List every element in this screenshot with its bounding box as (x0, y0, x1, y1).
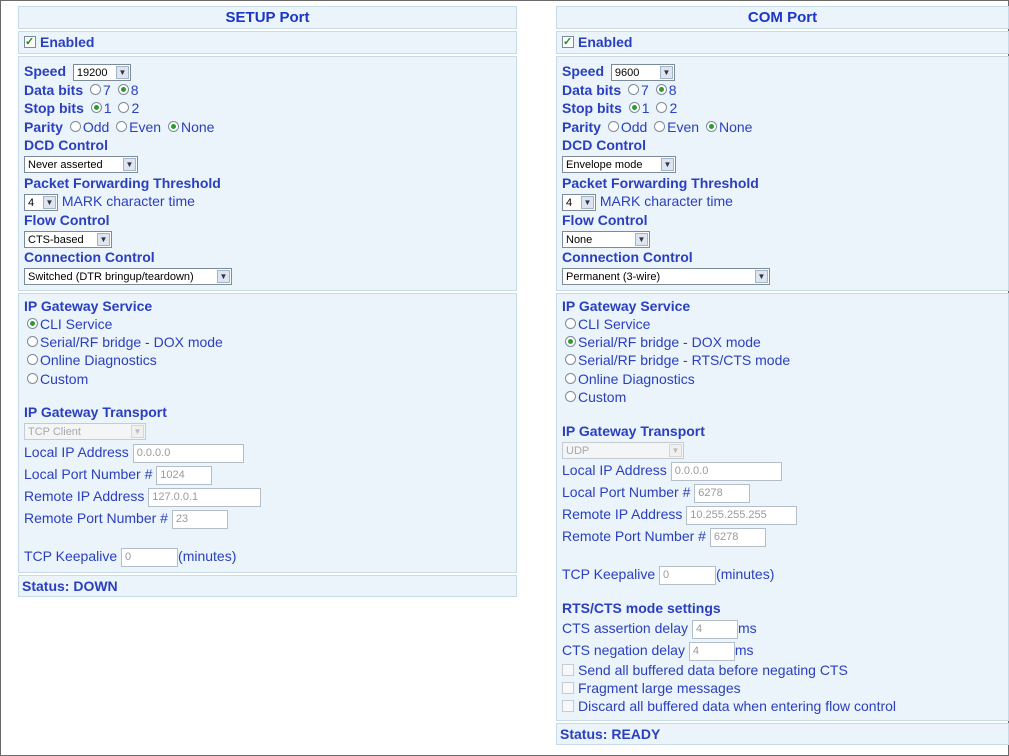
setup-dcd-label: DCD Control (24, 137, 108, 153)
setup-remote-port-label: Remote Port Number # (24, 510, 168, 527)
com-serial-section: Speed 9600 ▼ Data bits 7 8 Stop bits 1 2 Parity Odd Even None DCD Control Envelope mode ▼ Packet Forwarding Threshold 4 ▼ MARK character time Flow Control None ▼ Connection Control Permanent (3-wire) ▼ (556, 56, 1009, 291)
com-pft-suffix: MARK character time (599, 193, 733, 209)
com-speed-select[interactable]: 9600 ▼ (611, 64, 675, 81)
com-remote-ip-label: Remote IP Address (562, 506, 683, 523)
com-parity-label: Parity (562, 119, 601, 135)
setup-pft-select[interactable]: 4 ▼ (24, 194, 58, 211)
com-transport-select[interactable]: UDP ▼ (562, 442, 684, 459)
setup-status-text: Status: DOWN (22, 578, 118, 594)
setup-parity-even-radio[interactable] (116, 121, 127, 132)
com-enabled-section (556, 31, 1009, 54)
com-rts-label: RTS/CTS mode settings (562, 600, 721, 616)
setup-flow-select[interactable]: CTS-based ▼ (24, 231, 112, 248)
setup-speed-label: Speed (24, 63, 67, 79)
com-parity-even-radio[interactable] (654, 121, 665, 132)
setup-svc-dox-radio[interactable] (27, 336, 38, 347)
com-keepalive-field[interactable]: 0 (659, 566, 716, 585)
com-status-text: Status: READY (560, 726, 661, 742)
com-remote-port-label: Remote Port Number # (562, 528, 706, 545)
setup-local-ip-label: Local IP Address (24, 444, 129, 461)
com-local-ip-label: Local IP Address (562, 462, 667, 479)
setup-keepalive-unit: (minutes) (178, 548, 237, 565)
setup-data-bits-label: Data bits (24, 82, 84, 98)
com-keepalive-unit: (minutes) (716, 566, 775, 583)
com-parity-none-radio[interactable] (706, 121, 717, 132)
chevron-down-icon: ▼ (217, 270, 230, 283)
com-keepalive-label: TCP Keepalive (562, 566, 656, 583)
com-parity-odd-radio[interactable] (608, 121, 619, 132)
setup-parity-none-radio[interactable] (168, 121, 179, 132)
setup-local-port-label: Local Port Number # (24, 466, 153, 483)
setup-remote-ip-label: Remote IP Address (24, 488, 145, 505)
com-fragment-checkbox[interactable] (562, 682, 574, 694)
setup-pft-label: Packet Forwarding Threshold (24, 175, 221, 191)
chevron-down-icon: ▼ (116, 66, 129, 79)
com-cts-assert-label: CTS assertion delay (562, 620, 689, 637)
setup-pft-suffix: MARK character time (61, 193, 195, 209)
com-discard-checkbox[interactable] (562, 700, 574, 712)
setup-local-port-field[interactable]: 1024 (156, 466, 212, 485)
setup-speed-select[interactable]: 19200 ▼ (73, 64, 131, 81)
com-cts-negate-field[interactable]: 4 (689, 642, 735, 661)
setup-data-bits-7-radio[interactable] (90, 84, 101, 95)
com-pft-select[interactable]: 4 ▼ (562, 194, 596, 211)
chevron-down-icon: ▼ (131, 425, 144, 438)
com-svc-cli-radio[interactable] (565, 318, 576, 329)
setup-conn-label: Connection Control (24, 249, 155, 265)
com-flow-select[interactable]: None ▼ (562, 231, 650, 248)
setup-serial-section: Speed 19200 ▼ Data bits 7 8 Stop bits 1 2 Parity Odd Even None DCD Control Never asserted ▼ Packet Forwarding Threshold 4 ▼ MARK character time Flow Control CTS-based ▼ Connection Control Switched (DTR bringup/teardown) ▼ (18, 56, 517, 291)
com-discard-label: Discard all buffered data when entering flow control (578, 698, 897, 714)
com-remote-port-field[interactable]: 6278 (710, 528, 766, 547)
com-ip-section: IP Gateway Service CLI Service Serial/RF bridge - DOX mode Serial/RF bridge - RTS/CTS mode Online Diagnostics Custom IP Gateway Transport UDP ▼ Local IP Address 0.0.0.0 Local Port Number # 6278 Remote IP Address 10.255.255.255 Remote Port Number # 6278 TCP Keepalive 0 (minutes) RTS/CTS mode settings CTS assertion delay 4 ms CTS negation delay 4 ms Send all buffered data before negating CTS Fragment large messages Discard all buffered data when entering flow control (556, 293, 1009, 721)
com-conn-label: Connection Control (562, 249, 693, 265)
chevron-down-icon: ▼ (755, 270, 768, 283)
com-data-bits-8-radio[interactable] (656, 84, 667, 95)
setup-port-panel (18, 6, 517, 597)
chevron-down-icon: ▼ (97, 233, 110, 246)
chevron-down-icon: ▼ (660, 66, 673, 79)
com-conn-select[interactable]: Permanent (3-wire) ▼ (562, 268, 770, 285)
com-cts-assert-unit: ms (737, 620, 757, 637)
setup-stop-bits-label: Stop bits (24, 100, 84, 116)
chevron-down-icon: ▼ (123, 158, 136, 171)
com-port-panel (556, 6, 1009, 745)
com-svc-rts-radio[interactable] (565, 354, 576, 365)
setup-port-title: SETUP Port (18, 6, 517, 29)
com-cts-negate-label: CTS negation delay (562, 642, 685, 659)
com-send-buffered-checkbox[interactable] (562, 664, 574, 676)
com-ipgw-label: IP Gateway Service (562, 298, 691, 314)
com-stop-bits-2-radio[interactable] (656, 102, 667, 113)
com-local-ip-field[interactable]: 0.0.0.0 (671, 462, 782, 481)
com-enabled-label: Enabled (578, 34, 633, 50)
com-svc-custom-radio[interactable] (565, 391, 576, 402)
setup-ip-section: IP Gateway Service CLI Service Serial/RF bridge - DOX mode Online Diagnostics Custom IP Gateway Transport TCP Client ▼ Local IP Address 0.0.0.0 Local Port Number # 1024 Remote IP Address 127.0.0.1 Remote Port Number # 23 TCP Keepalive 0 (minutes) (18, 293, 517, 573)
chevron-down-icon: ▼ (581, 196, 594, 209)
com-stop-bits-1-radio[interactable] (629, 102, 640, 113)
setup-data-bits-8-radio[interactable] (118, 84, 129, 95)
setup-local-ip-field[interactable]: 0.0.0.0 (133, 444, 244, 463)
com-enabled-checkbox[interactable] (562, 36, 574, 48)
setup-enabled-label: Enabled (40, 34, 95, 50)
setup-remote-port-field[interactable]: 23 (172, 510, 228, 529)
chevron-down-icon: ▼ (43, 196, 56, 209)
com-send-buffered-label: Send all buffered data before negating CTS (578, 662, 848, 678)
setup-stop-bits-1-radio[interactable] (91, 102, 102, 113)
com-local-port-field[interactable]: 6278 (694, 484, 750, 503)
setup-parity-odd-radio[interactable] (70, 121, 81, 132)
com-cts-negate-unit: ms (734, 642, 754, 659)
chevron-down-icon: ▼ (661, 158, 674, 171)
setup-transport-label: IP Gateway Transport (24, 404, 167, 420)
com-flow-label: Flow Control (562, 212, 648, 228)
com-remote-ip-field[interactable]: 10.255.255.255 (686, 506, 797, 525)
setup-parity-label: Parity (24, 119, 63, 135)
com-local-port-label: Local Port Number # (562, 484, 691, 501)
chevron-down-icon: ▼ (635, 233, 648, 246)
setup-enabled-checkbox[interactable] (24, 36, 36, 48)
com-svc-diag-radio[interactable] (565, 373, 576, 384)
setup-svc-cli-radio[interactable] (27, 318, 38, 329)
com-dcd-label: DCD Control (562, 137, 646, 153)
com-data-bits-7-radio[interactable] (628, 84, 639, 95)
com-port-title: COM Port (556, 6, 1009, 29)
setup-stop-bits-2-radio[interactable] (118, 102, 129, 113)
setup-status-section (18, 575, 517, 597)
setup-svc-diag-radio[interactable] (27, 354, 38, 365)
setup-keepalive-field[interactable]: 0 (121, 548, 178, 567)
com-pft-label: Packet Forwarding Threshold (562, 175, 759, 191)
setup-keepalive-label: TCP Keepalive (24, 548, 118, 565)
com-cts-assert-field[interactable]: 4 (692, 620, 738, 639)
com-data-bits-label: Data bits (562, 82, 622, 98)
setup-remote-ip-field[interactable]: 127.0.0.1 (148, 488, 261, 507)
com-status-section (556, 723, 1009, 745)
setup-ipgw-label: IP Gateway Service (24, 298, 153, 314)
com-svc-dox-radio[interactable] (565, 336, 576, 347)
setup-conn-select[interactable]: Switched (DTR bringup/teardown) ▼ (24, 268, 232, 285)
setup-enabled-section (18, 31, 517, 54)
chevron-down-icon: ▼ (669, 444, 682, 457)
com-fragment-label: Fragment large messages (578, 680, 741, 696)
setup-svc-custom-radio[interactable] (27, 373, 38, 384)
com-stop-bits-label: Stop bits (562, 100, 622, 116)
setup-dcd-select[interactable]: Never asserted ▼ (24, 156, 138, 173)
setup-flow-label: Flow Control (24, 212, 110, 228)
com-dcd-select[interactable]: Envelope mode ▼ (562, 156, 676, 173)
com-transport-label: IP Gateway Transport (562, 423, 705, 439)
com-speed-label: Speed (562, 63, 605, 79)
setup-transport-select[interactable]: TCP Client ▼ (24, 423, 146, 440)
